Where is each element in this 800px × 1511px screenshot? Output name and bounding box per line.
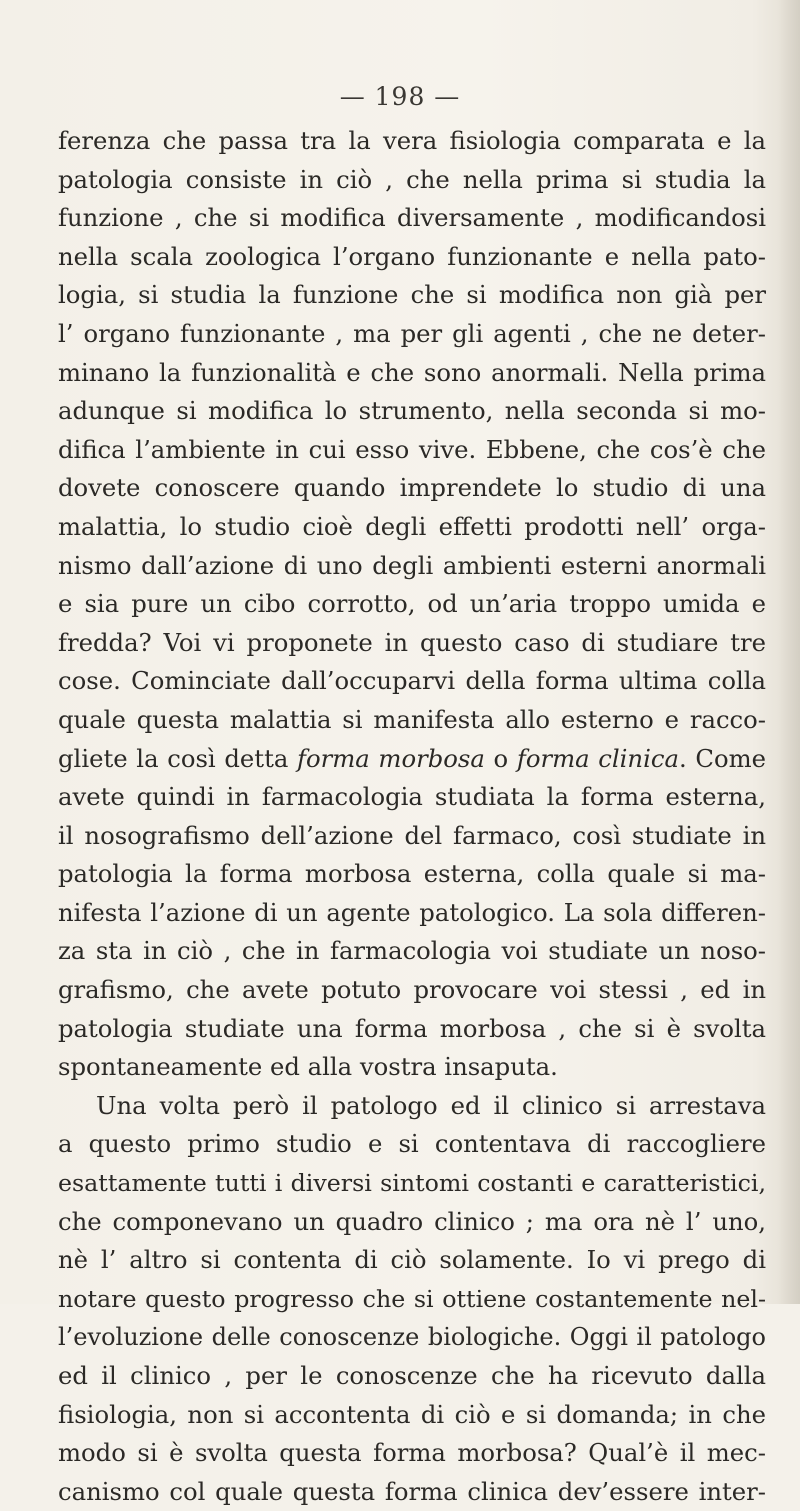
italic-term-forma-clinica: forma clinica	[516, 743, 679, 773]
text-line: quale questa malattia si manifesta allo esterno e racco-	[58, 704, 766, 734]
text-line: malattia, lo studio cioè degli effetti prodotti nell’ orga-	[58, 511, 766, 541]
text-line: dovete conoscere quando imprendete lo studio di una	[58, 473, 766, 503]
text-run: o	[484, 743, 517, 773]
text-line: funzione , che si modifica diversamente , modificandosi	[58, 203, 766, 233]
text-line: grafismo, che avete potuto provocare voi stessi , ed in	[58, 975, 766, 1005]
text-line: a questo primo studio e si contentava di raccogliere	[58, 1129, 766, 1159]
text-run: gliete la così detta	[58, 743, 297, 773]
text-run: . Come	[678, 743, 766, 773]
text-line: patologia consiste in ciò , che nella prima si studia la	[58, 164, 766, 194]
text-line-paragraph-start: Una volta però il patologo ed il clinico si arrestava	[96, 1090, 766, 1120]
italic-term-forma-morbosa: forma morbosa	[297, 743, 485, 773]
text-line: logia, si studia la funzione che si modifica non già per	[58, 280, 766, 310]
text-line: za sta in ciò , che in farmacologia voi studiate un noso-	[58, 936, 766, 966]
text-line: ferenza che passa tra la vera fisiologia comparata e la	[58, 126, 766, 155]
text-line-with-italics	[58, 740, 766, 779]
text-line-paragraph-end: spontaneamente ed alla vostra insaputa.	[58, 1052, 558, 1082]
text-line: minano la funzionalità e che sono anormali. Nella prima	[58, 357, 766, 387]
body-text	[58, 122, 766, 1511]
text-line: patologia la forma morbosa esterna, colla quale si ma-	[58, 859, 766, 889]
text-line: esattamente tutti i diversi sintomi costanti e caratteristici,	[58, 1169, 766, 1198]
page-number: — 198 —	[339, 82, 461, 111]
text-line: avete quindi in farmacologia studiata la forma esterna,	[58, 782, 766, 812]
text-line: e sia pure un cibo corrotto, od un’aria troppo umida e	[58, 589, 766, 619]
text-line: l’evoluzione delle conoscenze biologiche. Oggi il patologo	[58, 1323, 766, 1352]
page-edge-shadow	[778, 0, 800, 1304]
text-line: nismo dall’azione di uno degli ambienti esterni anormali	[58, 550, 766, 580]
text-line: adunque si modifica lo strumento, nella seconda si mo-	[58, 396, 766, 426]
text-line: patologia studiate una forma morbosa , che si è svolta	[58, 1013, 766, 1043]
text-line: nifesta l’azione di un agente patologico. La sola differen-	[58, 897, 766, 927]
text-line: l’ organo funzionante , ma per gli agenti , che ne deter-	[58, 318, 766, 348]
text-line: difica l’ambiente in cui esso vive. Ebbene, che cos’è che	[58, 434, 766, 464]
text-line: fredda? Voi vi proponete in questo caso di studiare tre	[58, 627, 766, 657]
text-line: notare questo progresso che si ottiene costantemente nel-	[58, 1284, 766, 1313]
text-line: il nosografismo dell’azione del farmaco, così studiate in	[58, 820, 766, 850]
text-line: che componevano un quadro clinico ; ma ora nè l’ uno,	[58, 1206, 766, 1236]
text-line: nella scala zoologica l’organo funzionante e nella pato-	[58, 241, 766, 271]
text-line: cose. Cominciate dall’occuparvi della forma ultima colla	[58, 666, 766, 696]
text-line: nè l’ altro si contenta di ciò solamente. Io vi prego di	[58, 1245, 766, 1275]
text-line: fisiologia, non si accontenta di ciò e si domanda; in che	[58, 1399, 766, 1429]
text-line: ed il clinico , per le conoscenze che ha ricevuto dalla	[58, 1361, 766, 1390]
text-line: canismo col quale questa forma clinica dev’essere inter-	[58, 1476, 766, 1506]
text-line: modo si è svolta questa forma morbosa? Qual’è il mec-	[58, 1438, 766, 1468]
